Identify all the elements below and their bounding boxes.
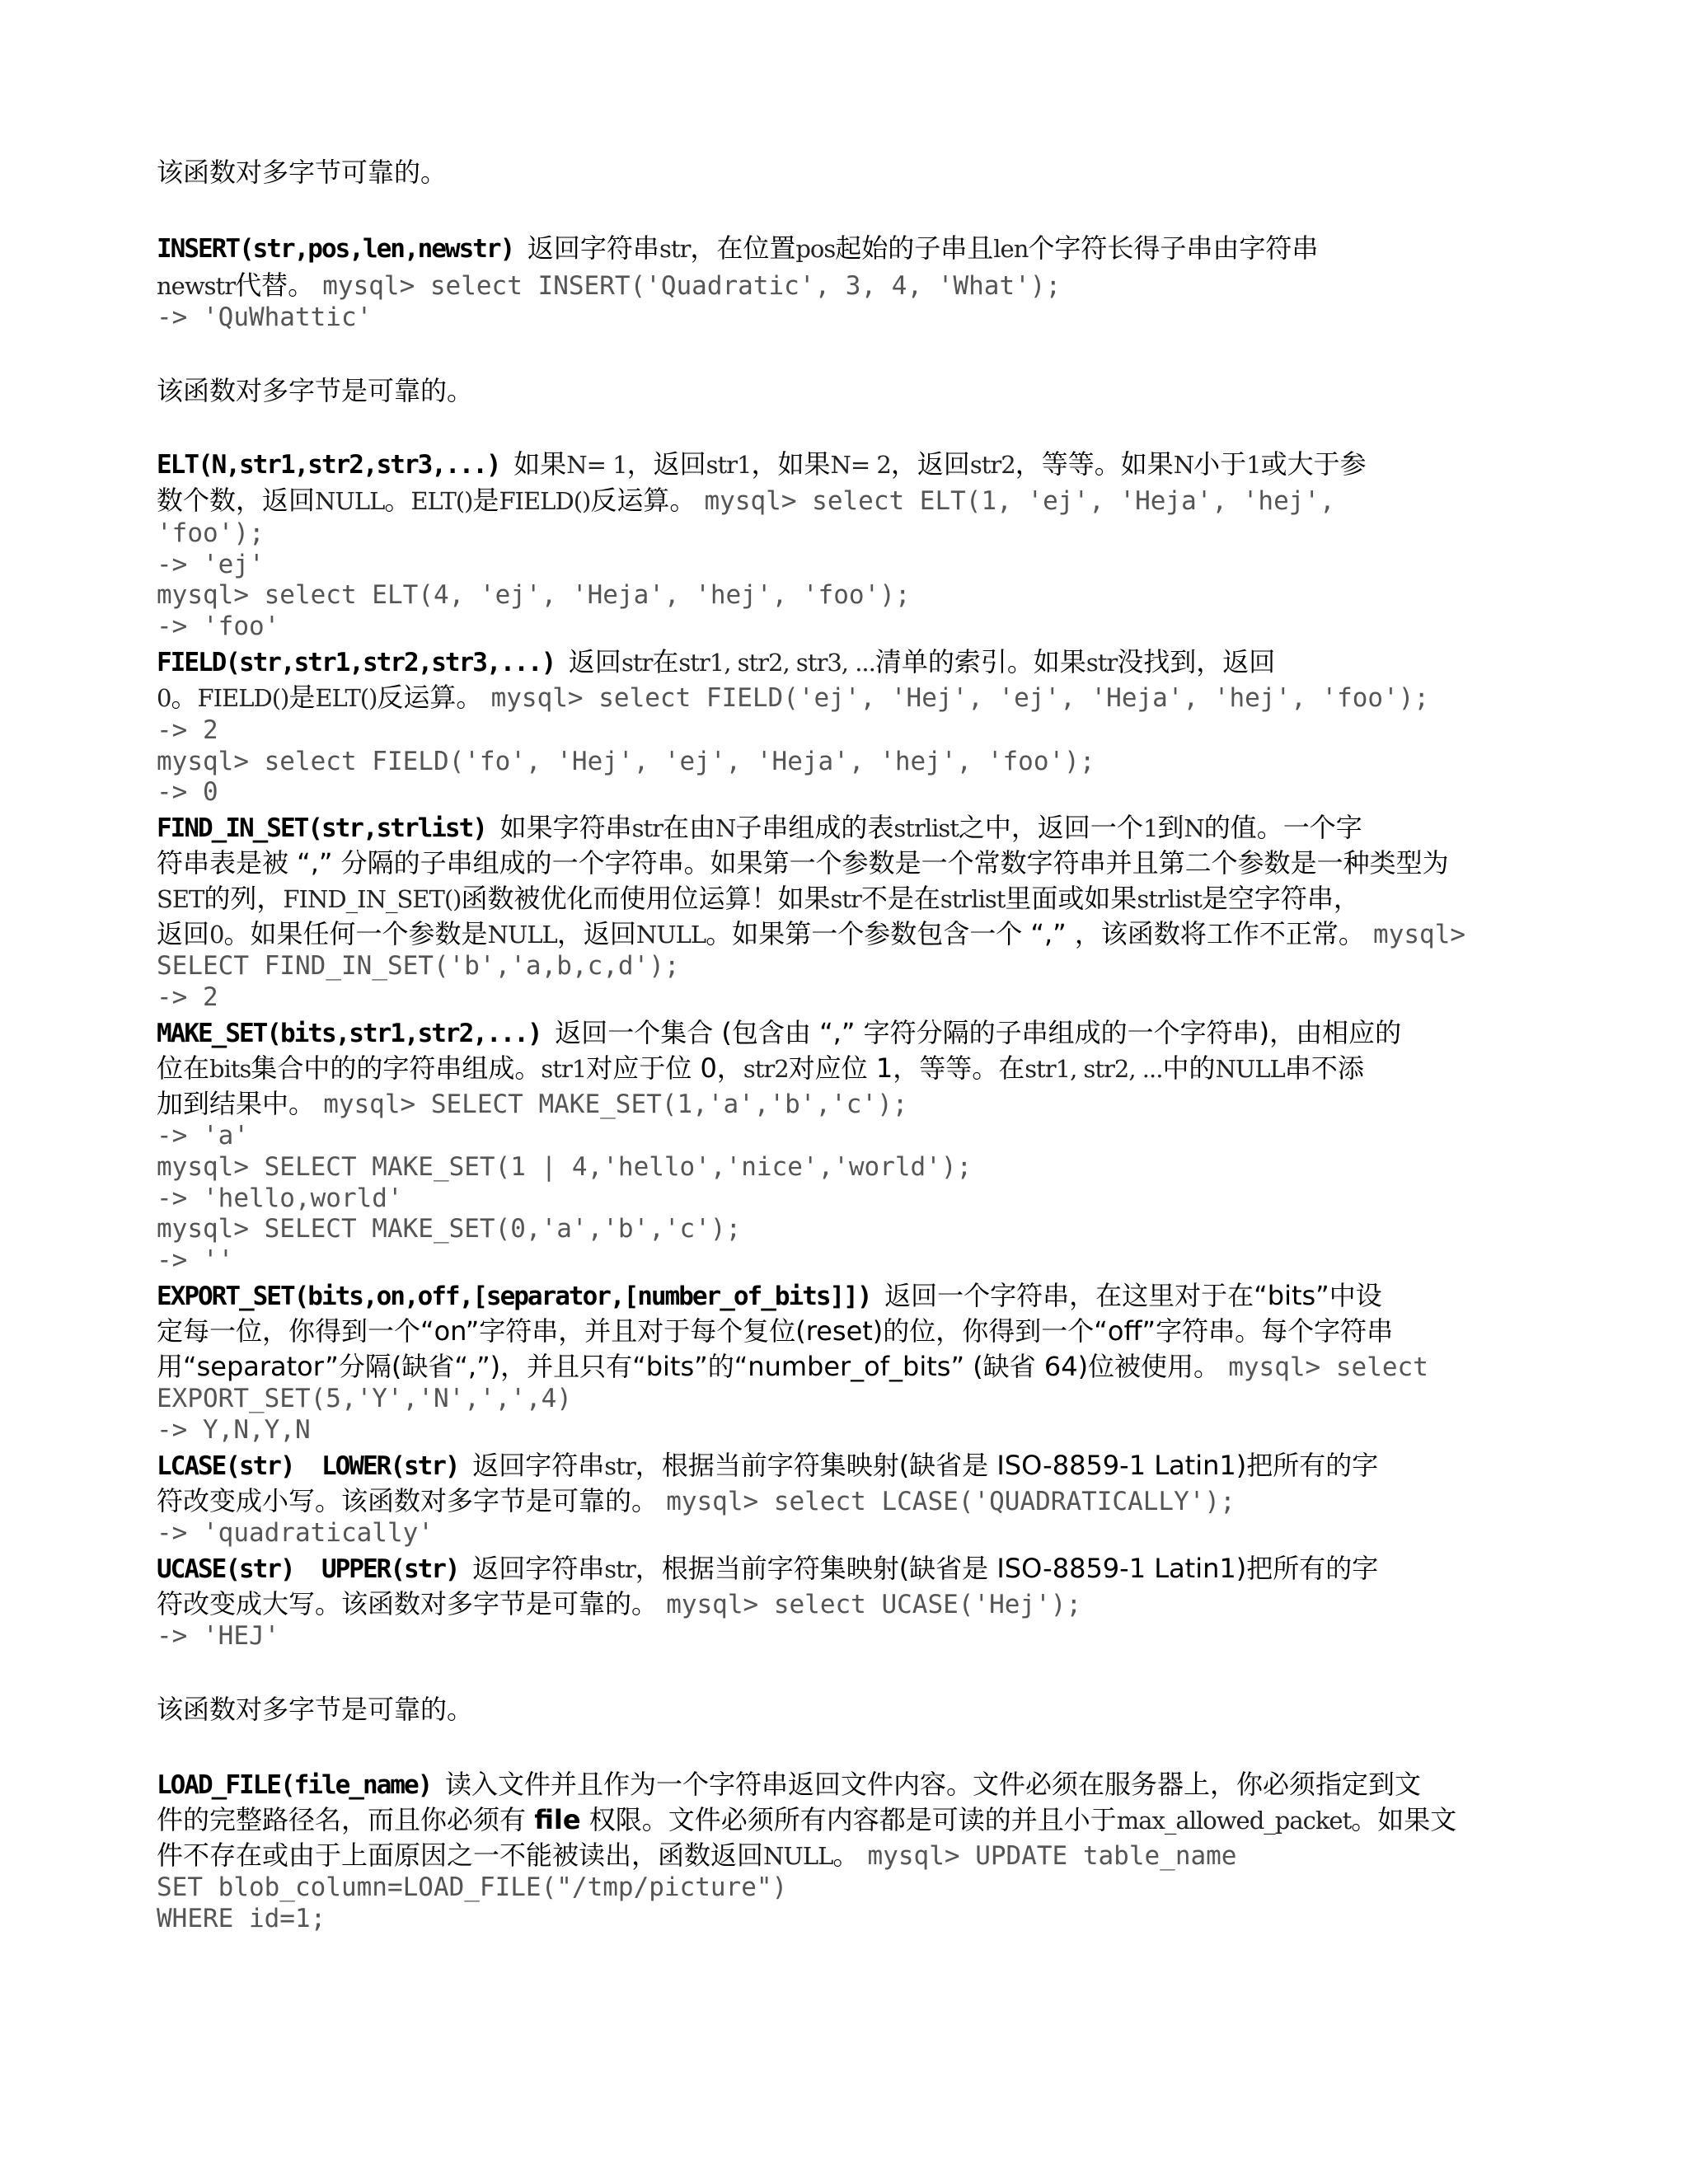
text-segment: FIND_IN_SET(): [283, 885, 462, 913]
text-line: [157, 1553, 1378, 1585]
text-line: [157, 1244, 233, 1276]
text-line: [157, 485, 1335, 517]
text-line: [157, 1694, 473, 1725]
text-line: [157, 1182, 403, 1214]
text-segment: 在: [652, 646, 679, 677]
text-segment: N= 1: [566, 451, 627, 479]
text-segment: mysql> SELECT MAKE_SET(1 | 4,'hello','nice','world');: [157, 1152, 973, 1182]
text-segment: mysql> select FIELD('fo', 'Hej', 'ej', 'Heja', 'hej', 'foo');: [157, 747, 1095, 776]
text-segment: ，返回: [556, 918, 636, 949]
text-line: [157, 776, 218, 808]
text-segment: 用“separator”分隔(缺省“,”)，并且只有“bits”的“number_of_bits” (缺省 64)位被使用。: [157, 1351, 1229, 1382]
text-segment: 串不添: [1284, 1052, 1364, 1084]
text-segment: NULL: [1215, 1055, 1285, 1083]
text-segment: 子串组成的表: [735, 812, 894, 843]
text-segment: strlist: [940, 885, 1006, 913]
text-segment: NULL: [763, 1842, 833, 1870]
text-segment: -> 'foo': [157, 612, 280, 641]
text-segment: ELT(): [315, 684, 377, 712]
text-segment: SET blob_column=LOAD_FILE("/tmp/picture"): [157, 1872, 788, 1902]
text-segment: SET: [157, 885, 204, 913]
text-segment: 定每一位，你得到一个“on”字符串，并且对于每个复位(reset)的位，你得到一个“off”字符串。每个字符串: [157, 1315, 1394, 1347]
text-line: [157, 1382, 572, 1414]
text-segment: ELT(): [410, 487, 473, 515]
text-segment: mysql> SELECT MAKE_SET(0,'a','b','c');: [157, 1214, 742, 1244]
text-segment: 没找到，返回: [1117, 646, 1276, 677]
text-segment: N: [715, 814, 736, 842]
text-line: [157, 714, 218, 746]
text-line: [157, 1485, 1236, 1517]
text-segment: 是: [288, 682, 316, 713]
text-segment: 个字符长得子串由字符串: [1028, 232, 1319, 264]
text-segment: 返回一个集合 (包含由 “,” 字符分隔的子串组成的一个字符串)，由相应的: [555, 1017, 1402, 1048]
text-segment: 的值。一个字: [1203, 812, 1362, 843]
text-segment: str: [604, 1452, 635, 1480]
text-line: [157, 232, 1318, 265]
text-segment: str: [659, 235, 691, 263]
text-segment: 返回字符串: [472, 1450, 605, 1481]
text-segment: N: [1173, 451, 1194, 479]
text-segment: -> 'quadratically': [157, 1518, 434, 1548]
text-segment: LOAD_FILE(file_name): [157, 1770, 445, 1800]
text-segment: -> 'ej': [157, 550, 265, 579]
text-line: [157, 1151, 972, 1183]
text-segment: N: [1184, 814, 1204, 842]
text-line: [157, 883, 1360, 915]
text-line: [157, 918, 1465, 950]
text-segment: 如果字符串: [499, 812, 632, 843]
text-segment: -> 2: [157, 982, 218, 1012]
text-segment: 返回: [157, 918, 210, 949]
text-segment: strlist: [1137, 885, 1202, 913]
text-segment: max_allowed_packet: [1116, 1807, 1352, 1835]
text-segment: NULL: [635, 921, 706, 949]
text-segment: 的列，: [204, 883, 284, 914]
text-segment: 件不存在或由于上面原因之一不能被读出，函数返回: [157, 1840, 764, 1871]
text-segment: 读入文件并且作为一个字符串返回文件内容。文件必须在服务器上，你必须指定到文: [444, 1769, 1421, 1800]
text-segment: str: [830, 885, 861, 913]
text-segment: str2: [969, 451, 1015, 479]
text-segment: str1: [541, 1055, 587, 1083]
text-segment: 该函数对多字节可靠的。: [157, 157, 448, 188]
text-segment: str: [621, 649, 653, 677]
text-segment: str: [604, 1555, 635, 1583]
text-segment: 返回: [568, 646, 621, 677]
text-segment: mysql> select INSERT('Quadratic', 3, 4, 'What');: [322, 271, 1062, 301]
text-segment: 返回一个字符串，在这里对于在“bits”中设: [884, 1280, 1382, 1311]
text-segment: 1: [1246, 451, 1261, 479]
text-segment: 对应于位 0，: [586, 1052, 743, 1084]
text-segment: 该函数对多字节是可靠的。: [157, 375, 474, 406]
text-segment: 位在: [157, 1052, 210, 1084]
text-line: [157, 1052, 1364, 1085]
text-segment: -> 'hello,world': [157, 1183, 403, 1213]
text-line: [157, 1804, 1456, 1836]
text-segment: -> 2: [157, 715, 218, 745]
text-line: [157, 375, 473, 406]
text-line: [157, 1840, 1236, 1872]
text-segment: ，返回: [890, 448, 970, 480]
text-line: [157, 1619, 279, 1652]
text-segment: 之中，返回一个: [958, 812, 1143, 843]
text-segment: FIELD(): [197, 684, 289, 712]
text-segment: 返回字符串: [472, 1553, 605, 1584]
text-line: [157, 646, 1275, 678]
text-segment: mysql> select LCASE('QUADRATICALLY');: [666, 1487, 1236, 1516]
text-segment: pos: [795, 235, 836, 263]
text-segment: 件的完整路径名，而且你必须有: [157, 1804, 535, 1835]
text-segment: NULL: [487, 921, 557, 949]
text-segment: 。如果任何一个参数是: [223, 918, 488, 949]
text-segment: MAKE_SET(bits,str1,str2,...): [157, 1019, 556, 1048]
text-line: [157, 301, 372, 333]
text-segment: 0: [209, 921, 224, 949]
text-line: [157, 1588, 1081, 1620]
text-segment: INSERT(str,pos,len,newstr): [157, 234, 528, 264]
text-segment: 数个数，返回: [157, 485, 316, 516]
text-line: [157, 579, 911, 611]
text-segment: -> '': [157, 1245, 234, 1275]
text-segment: ，根据当前字符集映射(缺省是 ISO-8859-1 Latin1)把所有的字: [635, 1553, 1379, 1584]
text-segment: 在由: [663, 812, 716, 843]
text-line: [157, 1212, 741, 1244]
text-line: [157, 981, 218, 1013]
text-line: [157, 1315, 1393, 1347]
text-line: [157, 1769, 1421, 1801]
text-line: [157, 745, 1095, 777]
text-segment: str1: [706, 451, 752, 479]
text-segment: 1: [1142, 814, 1158, 842]
text-segment: LCASE(str) LOWER(str): [157, 1451, 473, 1481]
text-line: [157, 1450, 1378, 1482]
text-line: [157, 1902, 326, 1934]
text-segment: newstr: [157, 272, 236, 300]
text-segment: 到: [1157, 812, 1184, 843]
text-segment: 符改变成小写。该函数对多字节是可靠的。: [157, 1485, 667, 1516]
text-segment: 函数被优化而使用位运算！如果: [461, 883, 831, 914]
text-line: [157, 517, 265, 549]
text-segment: -> 'a': [157, 1121, 249, 1151]
text-line: [157, 1017, 1401, 1049]
text-segment: mysql> SELECT MAKE_SET(1,'a','b','c');: [323, 1090, 908, 1119]
text-segment: ，返回: [626, 448, 706, 480]
text-segment: -> Y,N,Y,N: [157, 1415, 311, 1445]
text-segment: UCASE(str) UPPER(str): [157, 1554, 473, 1584]
text-segment: 。: [171, 682, 198, 713]
text-segment: 符串表是被 “,” 分隔的子串组成的一个字符串。如果第一个参数是一个常数字符串并且第二个参数是一种类型为: [157, 847, 1449, 879]
text-segment: 如果: [513, 448, 567, 480]
text-segment: 反运算。: [377, 682, 491, 713]
text-segment: strlist: [893, 814, 959, 842]
text-line: [157, 1871, 787, 1903]
text-line: [157, 682, 1429, 714]
text-segment: ，等等。如果: [1015, 448, 1174, 480]
text-segment: ELT(N,str1,str2,str3,...): [157, 450, 514, 480]
text-segment: EXPORT_SET(bits,on,off,[separator,[number_of_bits]]): [157, 1282, 885, 1311]
text-segment: 里面或如果: [1005, 883, 1137, 914]
text-line: [157, 269, 1061, 302]
text-segment: 清单的索引。如果: [874, 646, 1086, 677]
text-segment: bits: [209, 1055, 251, 1083]
text-line: [157, 157, 447, 188]
text-segment: mysql> select ELT(1, 'ej', 'Heja', 'hej',: [704, 486, 1335, 516]
text-segment: mysql> select ELT(4, 'ej', 'Heja', 'hej', 'foo');: [157, 580, 911, 610]
text-segment: str2: [743, 1055, 789, 1083]
text-segment: 权限。文件必须所有内容都是可读的并且小于: [580, 1804, 1117, 1835]
text-segment: WHERE id=1;: [157, 1904, 326, 1933]
text-line: [157, 610, 279, 642]
text-segment: ，根据当前字符集映射(缺省是 ISO-8859-1 Latin1)把所有的字: [635, 1450, 1379, 1481]
text-segment: mysql> UPDATE table_name: [867, 1841, 1237, 1871]
text-segment: 0: [157, 684, 171, 712]
text-segment: str1, str2, ...: [1025, 1055, 1163, 1083]
text-line: [157, 448, 1367, 480]
text-segment: 。: [832, 1840, 868, 1871]
text-segment: str: [631, 814, 663, 842]
text-segment: 起始的子串且: [835, 232, 994, 264]
text-segment: FIELD(): [499, 487, 591, 515]
text-line: [157, 812, 1362, 844]
text-segment: FIND_IN_SET(str,strlist): [157, 813, 500, 843]
text-segment: str: [1085, 649, 1118, 677]
text-segment: 反运算。: [590, 485, 705, 516]
text-line: [157, 1413, 311, 1446]
text-segment: -> 0: [157, 777, 218, 807]
text-segment: file: [534, 1804, 581, 1835]
text-segment: len: [993, 235, 1029, 263]
text-segment: 对应位 1，等等。在: [788, 1052, 1025, 1084]
text-segment: 或大于参: [1260, 448, 1367, 480]
text-segment: 符改变成大写。该函数对多字节是可靠的。: [157, 1588, 667, 1619]
text-segment: N= 2: [830, 451, 891, 479]
text-segment: 是: [472, 485, 499, 516]
text-segment: 不是在: [860, 883, 940, 914]
text-segment: 。如果文: [1351, 1804, 1457, 1835]
text-line: [157, 1119, 249, 1151]
text-segment: 返回字符串: [527, 232, 659, 264]
text-line: [157, 1088, 907, 1120]
text-segment: 集合中的的字符串组成。: [251, 1052, 542, 1084]
text-line: [157, 1280, 1382, 1312]
text-segment: str1, str2, str3, ...: [678, 649, 875, 677]
text-segment: 小于: [1193, 448, 1247, 480]
text-segment: mysql>: [1373, 920, 1466, 949]
text-segment: ，在位置: [690, 232, 796, 264]
text-segment: NULL: [315, 487, 385, 515]
text-segment: 该函数对多字节是可靠的。: [157, 1694, 474, 1725]
text-segment: 。如果第一个参数包含一个 “,” ，该函数将工作不正常。: [706, 918, 1374, 949]
text-segment: -> 'QuWhattic': [157, 302, 373, 332]
text-segment: 加到结果中。: [157, 1088, 324, 1119]
text-segment: 'foo');: [157, 518, 265, 548]
text-segment: mysql> select FIELD('ej', 'Hej', 'ej', 'Heja', 'hej', 'foo');: [490, 683, 1430, 713]
text-line: [157, 1516, 434, 1549]
text-line: [157, 949, 680, 982]
text-line: [157, 548, 265, 580]
text-segment: 。: [384, 485, 411, 516]
text-segment: mysql> select UCASE('Hej');: [666, 1590, 1082, 1619]
text-segment: 中的: [1162, 1052, 1216, 1084]
text-line: [157, 1351, 1428, 1383]
text-segment: SELECT FIND_IN_SET('b','a,b,c,d');: [157, 951, 680, 981]
text-segment: 是空字符串，: [1201, 883, 1360, 914]
text-segment: EXPORT_SET(5,'Y','N',',',4): [157, 1384, 572, 1413]
text-segment: -> 'HEJ': [157, 1621, 280, 1651]
text-segment: ，如果: [751, 448, 831, 480]
text-line: [157, 847, 1449, 879]
text-segment: FIELD(str,str1,str2,str3,...): [157, 648, 569, 677]
text-segment: mysql> select: [1228, 1352, 1428, 1382]
text-segment: 代替。: [235, 269, 323, 301]
